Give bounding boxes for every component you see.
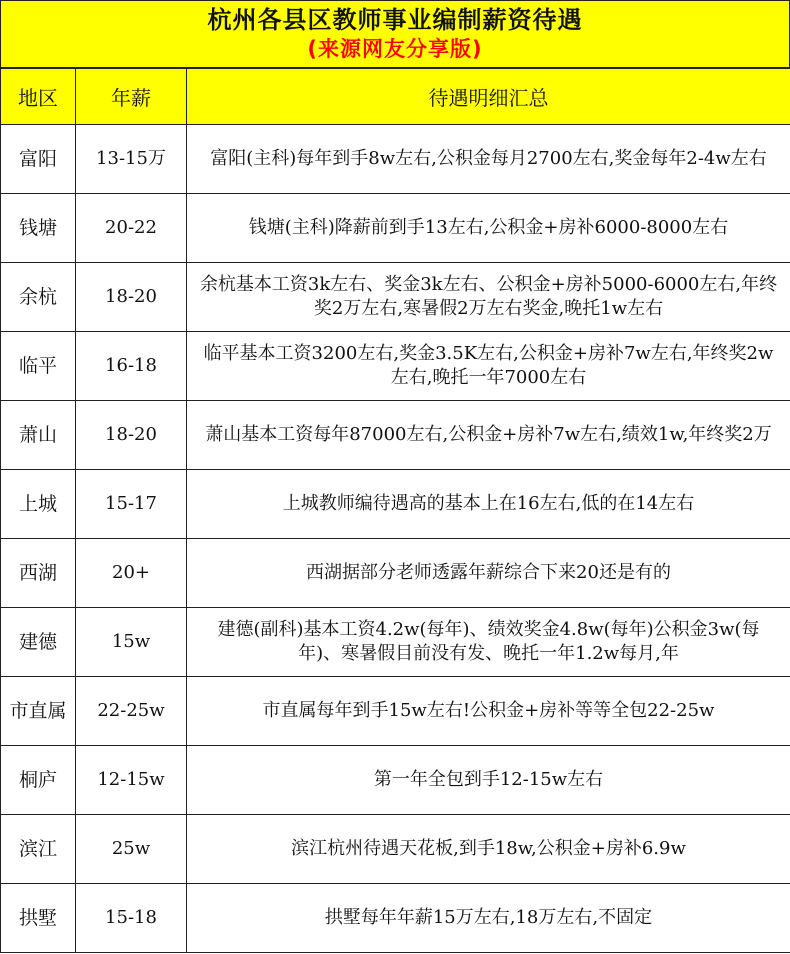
- table-row: [1, 608, 790, 677]
- table-row: [1, 194, 790, 263]
- region-cell: 临平: [1, 332, 76, 401]
- detail-cell: 第一年全包到手12-15w左右: [187, 746, 790, 815]
- table-body: [1, 125, 790, 953]
- column-header-salary: 年薪: [76, 69, 187, 125]
- detail-cell: 余杭基本工资3k左右、奖金3k左右、公积金+房补5000-6000左右,年终奖2万左右,寒暑假2万左右奖金,晚托1w左右: [187, 263, 790, 332]
- region-cell: 富阳: [1, 125, 76, 194]
- table-row: [1, 815, 790, 884]
- salary-cell: 12-15w: [76, 746, 187, 815]
- table-row: [1, 263, 790, 332]
- salary-cell: 20-22: [76, 194, 187, 263]
- sheet-header: [0, 0, 790, 68]
- column-header-detail: 待遇明细汇总: [187, 69, 790, 125]
- salary-table: [0, 68, 790, 953]
- salary-cell: 18-20: [76, 263, 187, 332]
- region-cell: 余杭: [1, 263, 76, 332]
- page-title: 杭州各县区教师事业编制薪资待遇: [207, 6, 583, 34]
- region-cell: 钱塘: [1, 194, 76, 263]
- salary-cell: 25w: [76, 815, 187, 884]
- region-cell: 滨江: [1, 815, 76, 884]
- detail-cell: 拱墅每年年薪15万左右,18万左右,不固定: [187, 884, 790, 953]
- salary-cell: 13-15万: [76, 125, 187, 194]
- salary-cell: 16-18: [76, 332, 187, 401]
- table-row: [1, 332, 790, 401]
- region-cell: 建德: [1, 608, 76, 677]
- detail-cell: 临平基本工资3200左右,奖金3.5K左右,公积金+房补7w左右,年终奖2w左右,晚托一年7000左右: [187, 332, 790, 401]
- salary-cell: 18-20: [76, 401, 187, 470]
- table-row: [1, 470, 790, 539]
- salary-cell: 22-25w: [76, 677, 187, 746]
- detail-cell: 市直属每年到手15w左右!公积金+房补等等全包22-25w: [187, 677, 790, 746]
- detail-cell: 滨江杭州待遇天花板,到手18w,公积金+房补6.9w: [187, 815, 790, 884]
- detail-cell: 萧山基本工资每年87000左右,公积金+房补7w左右,绩效1w,年终奖2万: [187, 401, 790, 470]
- region-cell: 萧山: [1, 401, 76, 470]
- salary-cell: 15-17: [76, 470, 187, 539]
- table-row: [1, 884, 790, 953]
- detail-cell: 钱塘(主科)降薪前到手13左右,公积金+房补6000-8000左右: [187, 194, 790, 263]
- table-row: [1, 746, 790, 815]
- salary-cell: 20+: [76, 539, 187, 608]
- table-row: [1, 539, 790, 608]
- page-subtitle: (来源网友分享版): [307, 37, 483, 61]
- salary-cell: 15-18: [76, 884, 187, 953]
- region-cell: 西湖: [1, 539, 76, 608]
- region-cell: 上城: [1, 470, 76, 539]
- region-cell: 拱墅: [1, 884, 76, 953]
- column-header-region: 地区: [1, 69, 76, 125]
- table-row: [1, 125, 790, 194]
- region-cell: 桐庐: [1, 746, 76, 815]
- detail-cell: 西湖据部分老师透露年薪综合下来20还是有的: [187, 539, 790, 608]
- table-header: [1, 69, 790, 125]
- salary-cell: 15w: [76, 608, 187, 677]
- detail-cell: 建德(副科)基本工资4.2w(每年)、绩效奖金4.8w(每年)公积金3w(每年)、寒暑假目前没有发、晚托一年1.2w每月,年: [187, 608, 790, 677]
- header-row: [1, 69, 790, 125]
- region-cell: 市直属: [1, 677, 76, 746]
- table-row: [1, 401, 790, 470]
- detail-cell: 上城教师编待遇高的基本上在16左右,低的在14左右: [187, 470, 790, 539]
- table-row: [1, 677, 790, 746]
- detail-cell: 富阳(主科)每年到手8w左右,公积金每月2700左右,奖金每年2-4w左右: [187, 125, 790, 194]
